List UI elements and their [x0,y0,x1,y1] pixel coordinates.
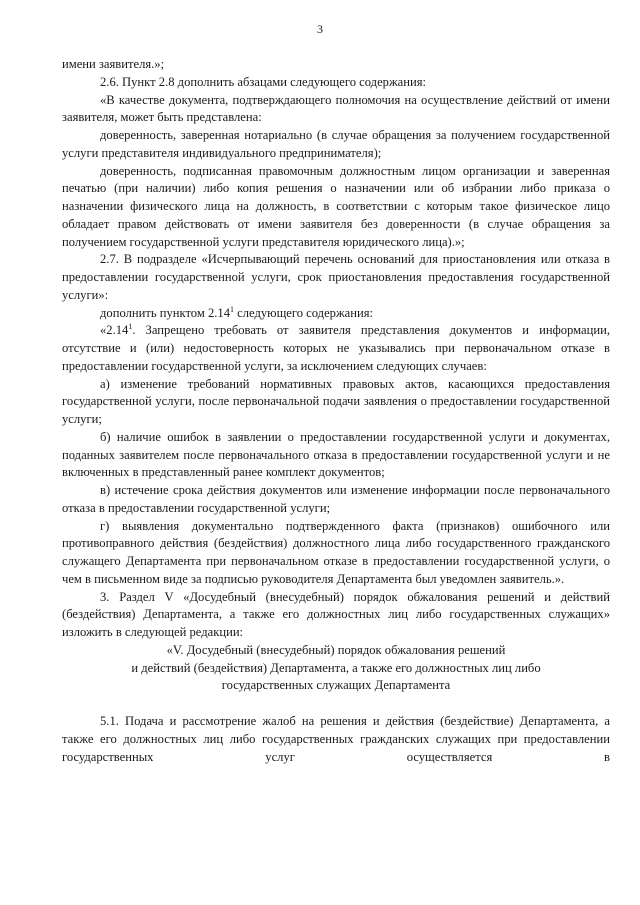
paragraph-quote-start: «В качестве документа, подтверждающего полномочия на осуществление действий от имени заявителя, может быть представлена: [62,92,610,125]
heading-spacer [62,695,610,713]
paragraph-continuation: имени заявителя.»; [62,57,165,71]
section-heading-line-2: и действий (бездействия) Департамента, а также его должностных лиц либо [131,660,541,675]
paragraph-add-point: дополнить пунктом 2.14$^1$ следующего содержания: [100,304,374,320]
document-body [62,56,610,766]
page-number: 3 [317,22,323,36]
list-item-b: б) наличие ошибок в заявлении о предоставлении государственной услуги и документах, поданных заявителем после первоначального отказа в предоставлении государственной услуги и не включенных в представленный ранее комплект документов; [62,429,610,480]
paragraph-signed-power: доверенность, подписанная правомочным должностным лицом организации и заверенная печатью (при наличии) либо копия решения о назначении или об избрании либо приказа о назначении физического лица на должность, в соответствии с которым такое физическое лицо обладает правом действовать от имени заявителя без доверенности (в случае обращения за получением государственной услуги представителя юридического лица).»; [62,163,610,249]
paragraph-5-1: 5.1. Подача и рассмотрение жалоб на решения и действия (бездействие) Департамента, а также его должностных лиц либо государственных гражданских служащих при предоставлении государственных услуг осуществляется в [62,714,610,764]
paragraph-section-3: 3. Раздел V «Досудебный (внесудебный) порядок обжалования решений и действий (бездействия) Департамента, а также его должностных лиц либо государственных служащих» изложить в следующей редакции: [62,589,610,639]
paragraph-2-6: 2.6. Пункт 2.8 дополнить абзацами следующего содержания: [100,74,427,89]
list-item-g: г) выявления документально подтвержденного факта (признаков) ошибочного или противоправного действия (бездействия) должностного лица либо государственного гражданского служащего Департамента при первоначальном отказе в предоставлении государственной услуги, о чем в письменном виде за подписью руководителя Департамента был уведомлен заявитель.». [62,518,610,586]
section-heading-line-1: «V. Досудебный (внесудебный) порядок обжалования решений [166,642,506,657]
list-item-v: в) истечение срока действия документов или изменение информации после первоначального отказа в предоставлении государственной услуги; [62,483,610,515]
section-heading-line-3: государственных служащих Департамента [221,678,451,693]
paragraph-2-14-1: «2.14$^1$. Запрещено требовать от заявителя представления документов и информации, отсутствие и (или) недостоверность которых не указывались при первоначальном отказе в предоставлении государственной услуги, за исключением следующих случаев: [62,322,610,373]
paragraph-notarial-power: доверенность, заверенная нотариально (в случае обращения за получением государственной услуги представителя индивидуального предпринимателя); [62,128,610,160]
list-item-a: а) изменение требований нормативных правовых актов, касающихся предоставления государственной услуги, после первоначальной подачи заявления о предоставлении государственной услуги; [62,376,610,426]
paragraph-2-7: 2.7. В подразделе «Исчерпывающий перечень оснований для приостановления или отказа в предоставлении государственной услуги, срок приостановления предоставления государственной услуги»: [62,252,610,302]
